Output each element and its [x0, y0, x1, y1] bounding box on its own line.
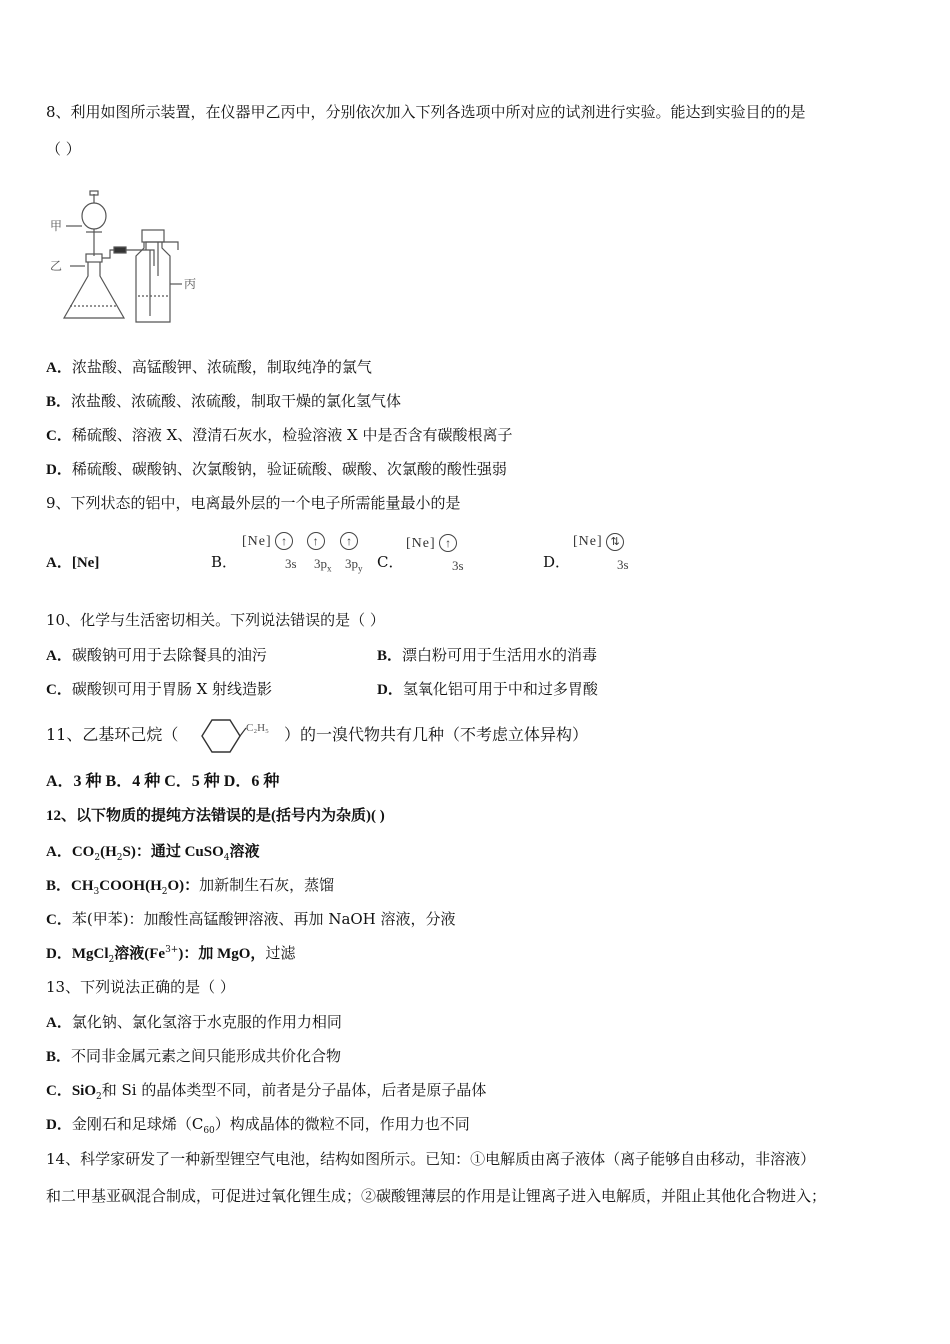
q10-option-b: B．漂白粉可用于生活用水的消毒 [377, 646, 598, 664]
q12-option-d: D．MgCl$_2$溶液$(Fe^{3+})$：加 MgO，过滤 [46, 944, 296, 965]
q14-line-1: 14、科学家研发了一种新型锂空气电池，结构如图所示。已知：①电解质由离子液体（离子能够自由移动，非溶液） [46, 1150, 816, 1168]
q13-option-c: C．SiO$_2$和 Si 的晶体类型不同，前者是分子晶体，后者是原子晶体 [46, 1081, 487, 1102]
q11-options: A．3 种 B．4 种 C．5 种 D．6 种 [46, 773, 280, 790]
q12-option-b: B．$CH_3COOH(H_2O)$：加新制生石灰，蒸馏 [46, 876, 335, 897]
q8-option-a: A．浓盐酸、高锰酸钾、浓硫酸，制取纯净的氯气 [46, 358, 372, 376]
q9-d-orbital-3s: 3s [617, 557, 629, 572]
label-yi: 乙 [50, 259, 63, 273]
label-bing: 丙 [184, 277, 197, 291]
q11-stem-post: ）的一溴代物共有几种（不考虑立体异构） [284, 725, 589, 744]
q12-option-c: C．苯(甲苯)：加酸性高锰酸钾溶液、再加 NaOH 溶液，分液 [46, 910, 456, 928]
q8-option-b: B．浓盐酸、浓硫酸、浓硫酸，制取干燥的氯化氢气体 [46, 392, 402, 410]
orbital-up-arrow-icon: ↑ [439, 534, 457, 552]
q10-option-d: D．氢氧化铝可用于中和过多胃酸 [377, 680, 598, 698]
q9-c-orbital-3s: 3s [452, 558, 464, 573]
orbital-up-arrow-icon: ↑ [275, 532, 293, 550]
q13-option-b: B．不同非金属元素之间只能形成共价化合物 [46, 1047, 342, 1065]
q9-option-d-config: [Ne] ⇅ [573, 533, 624, 551]
q8-option-d: D．稀硫酸、碳酸钠、次氯酸钠，验证硫酸、碳酸、次氯酸的酸性强弱 [46, 460, 507, 478]
q13-stem: 13、下列说法正确的是（ ） [46, 978, 235, 996]
q10-stem: 10、化学与生活密切相关。下列说法错误的是（ ） [46, 611, 385, 629]
cyclohexane-structure [192, 716, 284, 756]
q12-stem: 12、以下物质的提纯方法错误的是(括号内为杂质)( ) [46, 808, 385, 824]
q10-option-c: C．碳酸钡可用于胃肠 X 射线造影 [46, 680, 273, 698]
q9-b-orbital-3px: $3p_x$ [314, 556, 332, 574]
q9-option-d-label: D． [543, 553, 571, 571]
ethyl-substituent: C₂H₅ [246, 722, 269, 734]
q9-b-orbital-3py: $3p_y$ [345, 556, 363, 574]
orbital-paired-arrows-icon: ⇅ [606, 533, 624, 551]
q9-b-orbital-3s: 3s [285, 556, 297, 571]
q11-stem-pre: 11、乙基环己烷（ [46, 725, 179, 744]
q9-option-b-label: B． [211, 553, 238, 571]
q9-option-c-config: [Ne] ↑ [406, 534, 457, 552]
q12-option-a: A．$CO_2(H_2S)$：通过 CuSO$_4$溶液 [46, 844, 260, 863]
q9-option-a: A．[Ne] [46, 555, 100, 571]
q13-option-a: A．氯化钠、氯化氢溶于水克服的作用力相同 [46, 1013, 342, 1031]
q10-option-a: A．碳酸钠可用于去除餐具的油污 [46, 646, 267, 664]
label-jia: 甲 [50, 219, 63, 233]
q8-answer-paren: （ ） [46, 140, 81, 158]
q14-line-2: 和二甲基亚砜混合制成，可促进过氧化锂生成；②碳酸锂薄层的作用是让锂离子进入电解质，并阻止其他化合物进入； [46, 1187, 827, 1205]
q9-option-b-config: [Ne] ↑ ↑ ↑ [242, 532, 358, 550]
q9-stem: 9、下列状态的铝中，电离最外层的一个电子所需能量最小的是 [46, 494, 461, 512]
orbital-up-arrow-icon: ↑ [340, 532, 358, 550]
apparatus-diagram [50, 186, 210, 331]
orbital-up-arrow-icon: ↑ [307, 532, 325, 550]
q8-apparatus-figure [50, 186, 210, 331]
q9-option-c-label: C． [377, 553, 404, 571]
q8-option-c: C．稀硫酸、溶液 X、澄清石灰水，检验溶液 X 中是否含有碳酸根离子 [46, 426, 513, 444]
q8-stem: 8、利用如图所示装置，在仪器甲乙丙中，分别依次加入下列各选项中所对应的试剂进行实验。能达到实验目的的是 [46, 103, 806, 121]
q13-option-d: D．金刚石和足球烯$(C_{60})$构成晶体的微粒不同，作用力也不同 [46, 1115, 470, 1136]
